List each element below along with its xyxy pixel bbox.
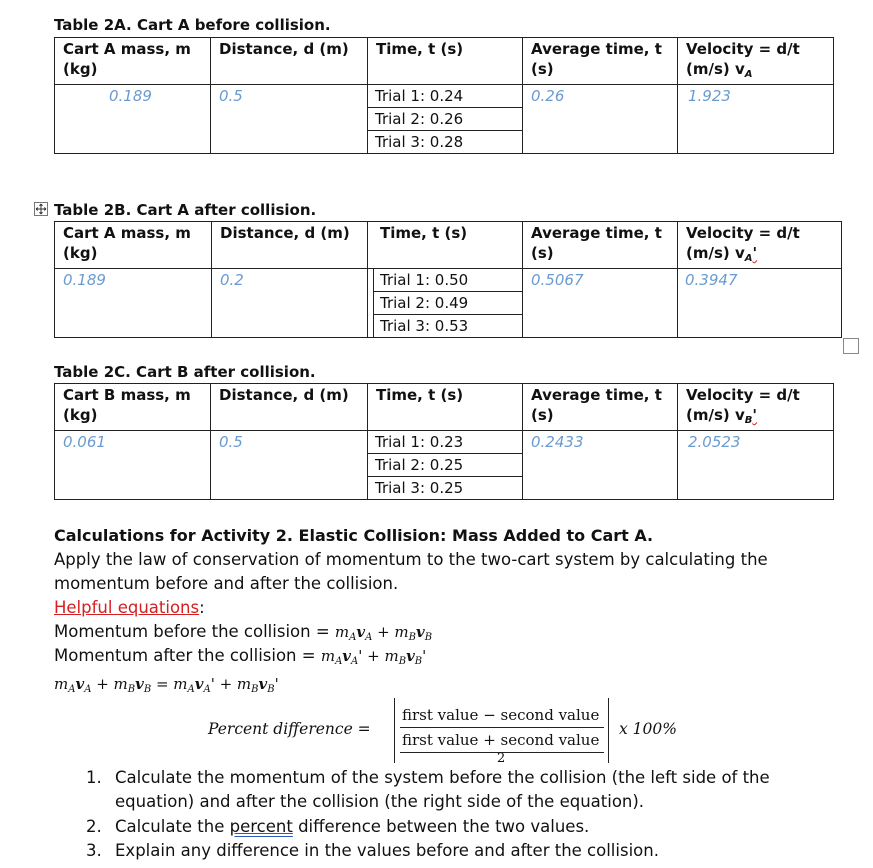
trial-2: Trial 2: 0.25 [375, 456, 464, 474]
time-header: Time, t (s) [376, 386, 464, 404]
time-header: Time, t (s) [380, 224, 468, 242]
pd-two: 2 [497, 751, 506, 766]
distance-value: 0.5 [219, 433, 243, 451]
velocity-value: 0.3947 [685, 271, 738, 289]
percent-difference-label: Percent difference = [208, 720, 371, 738]
momentum-before-line: Momentum before the collision = $m_Av_A + m_Bv_B$ [54, 622, 433, 643]
velocity-header: Velocity = d/t (m/s) $v_A$ [686, 40, 800, 80]
step-1-line-2: equation) and after the collision (the right side of the equation). [115, 792, 645, 811]
distance-header: Distance, d (m) [220, 224, 350, 242]
mass-value: 0.189 [109, 87, 152, 105]
distance-value: 0.5 [219, 87, 243, 105]
distance-header: Distance, d (m) [219, 386, 349, 404]
trial-1: Trial 1: 0.50 [380, 271, 469, 289]
pd-times-100: x 100% [619, 720, 677, 738]
velocity-value: 2.0523 [688, 433, 741, 451]
table-move-handle-icon[interactable] [34, 202, 48, 216]
avg-time-header: Average time, t (s) [531, 386, 662, 424]
abs-bar-left [394, 698, 395, 763]
trial-3: Trial 3: 0.25 [375, 479, 464, 497]
distance-value: 0.2 [220, 271, 244, 289]
conservation-equation: $m_Av_A + m_Bv_B = m_Av_A' + m_Bv_B'$ [54, 675, 279, 695]
step-1-line-1: Calculate the momentum of the system before the collision (the left side of the [115, 768, 770, 787]
table-2b-caption: Table 2B. Cart A after collision. [54, 201, 317, 219]
intro-line-1: Apply the law of conservation of momentum to the two-cart system by calculating the [54, 550, 768, 569]
table-2b [54, 221, 842, 338]
table-2c-caption: Table 2C. Cart B after collision. [54, 363, 316, 381]
mass-value: 0.189 [63, 271, 106, 289]
table-resize-handle[interactable] [843, 338, 859, 354]
velocity-header: Velocity = d/t (m/s) $v_A'$ [686, 224, 800, 264]
mass-header: Cart A mass, m (kg) [63, 224, 191, 262]
step-2-text: Calculate the percent difference between the two values. [115, 817, 590, 836]
avg-time-value: 0.5067 [531, 271, 584, 289]
velocity-value: 1.923 [688, 87, 731, 105]
mass-header: Cart B mass, m (kg) [63, 386, 191, 424]
intro-line-2: momentum before and after the collision. [54, 574, 399, 593]
trial-2: Trial 2: 0.49 [380, 294, 469, 312]
pd-denominator: first value + second value [402, 731, 600, 749]
trial-3: Trial 3: 0.28 [375, 133, 464, 151]
mass-value: 0.061 [63, 433, 106, 451]
step-3-text: Explain any difference in the values before and after the collision. [115, 841, 659, 860]
table-2c [54, 383, 834, 500]
step-2-number: 2. [86, 817, 102, 836]
trial-2: Trial 2: 0.26 [375, 110, 464, 128]
pd-fraction-bar [400, 727, 604, 728]
table-2a-caption: Table 2A. Cart A before collision. [54, 16, 331, 34]
velocity-header: Velocity = d/t (m/s) $v_B'$ [686, 386, 800, 426]
trial-1: Trial 1: 0.23 [375, 433, 464, 451]
mass-header: Cart A mass, m (kg) [63, 40, 191, 78]
avg-time-value: 0.2433 [531, 433, 584, 451]
abs-bar-right [608, 698, 609, 763]
trial-3: Trial 3: 0.53 [380, 317, 469, 335]
table-2a [54, 37, 834, 154]
avg-time-value: 0.26 [531, 87, 565, 105]
pd-numerator: first value − second value [402, 706, 600, 724]
calculations-heading: Calculations for Activity 2. Elastic Collision: Mass Added to Cart A. [54, 526, 654, 545]
trial-1: Trial 1: 0.24 [375, 87, 464, 105]
time-header: Time, t (s) [376, 40, 464, 58]
step-1-number: 1. [86, 768, 102, 787]
step-3-number: 3. [86, 841, 102, 860]
distance-header: Distance, d (m) [219, 40, 349, 58]
avg-time-header: Average time, t (s) [531, 224, 662, 262]
avg-time-header: Average time, t (s) [531, 40, 662, 78]
momentum-after-line: Momentum after the collision = $m_Av_A' + m_Bv_B'$ [54, 646, 427, 667]
helpful-equations-label: Helpful equations: [54, 598, 205, 617]
